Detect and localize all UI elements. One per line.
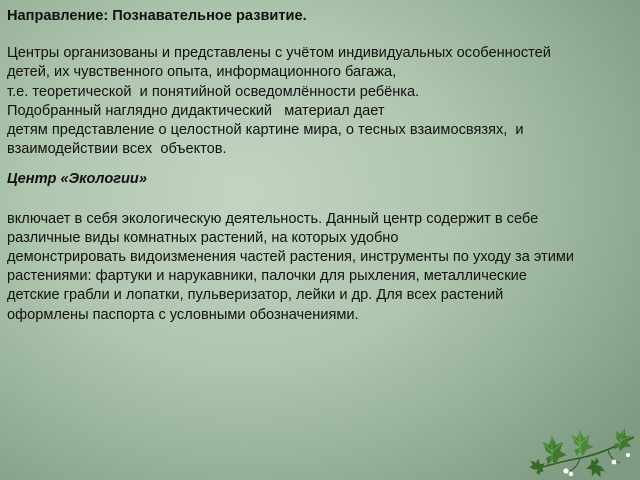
ivy-berry (612, 460, 617, 465)
center-line: оформлены паспорта с условными обозначениями. (7, 306, 359, 323)
ivy-berry (626, 453, 630, 457)
intro-line: Подобранный наглядно дидактический материал дает (7, 102, 385, 119)
ivy-leaf-center (572, 430, 594, 456)
intro-line: взаимодействии всех объектов. (7, 141, 227, 158)
intro-line: детей, их чувственного опыта, информационного багажа, (7, 64, 397, 81)
center-paragraph (7, 210, 635, 325)
intro-paragraph (7, 44, 635, 159)
center-line: включает в себя экологическую деятельность. Данный центр содержит в себе (7, 210, 539, 227)
intro-line: детям представление о целостной картине мира, о тесных взаимосвязях, и (7, 122, 524, 139)
center-line: демонстрировать видоизменения частей растения, инструменты по уходу за этими (7, 249, 575, 266)
center-line: растениями: фартуки и нарукавники, палочки для рыхления, металлические (7, 268, 527, 285)
intro-line: т.е. теоретической и понятийной осведомлённости ребёнка. (7, 83, 420, 100)
ivy-berry (569, 472, 573, 476)
page-title: Направление: Познавательное развитие. (7, 8, 307, 24)
ivy-leaves-icon (530, 425, 640, 480)
intro-line: Центры организованы и представлены с учётом индивидуальных особенностей (7, 45, 551, 62)
slide-content (7, 7, 635, 325)
section-title: Центр «Экологии» (7, 171, 147, 188)
center-line: детские грабли и лопатки, пульверизатор, лейки и др. Для всех растений (7, 287, 504, 304)
ivy-leaf-large (543, 436, 567, 465)
ivy-berry (563, 468, 568, 473)
center-line: различные виды комнатных растений, на которых удобно (7, 229, 399, 246)
ivy-leaf-right (611, 426, 636, 454)
ivy-leaf-small (584, 456, 607, 480)
